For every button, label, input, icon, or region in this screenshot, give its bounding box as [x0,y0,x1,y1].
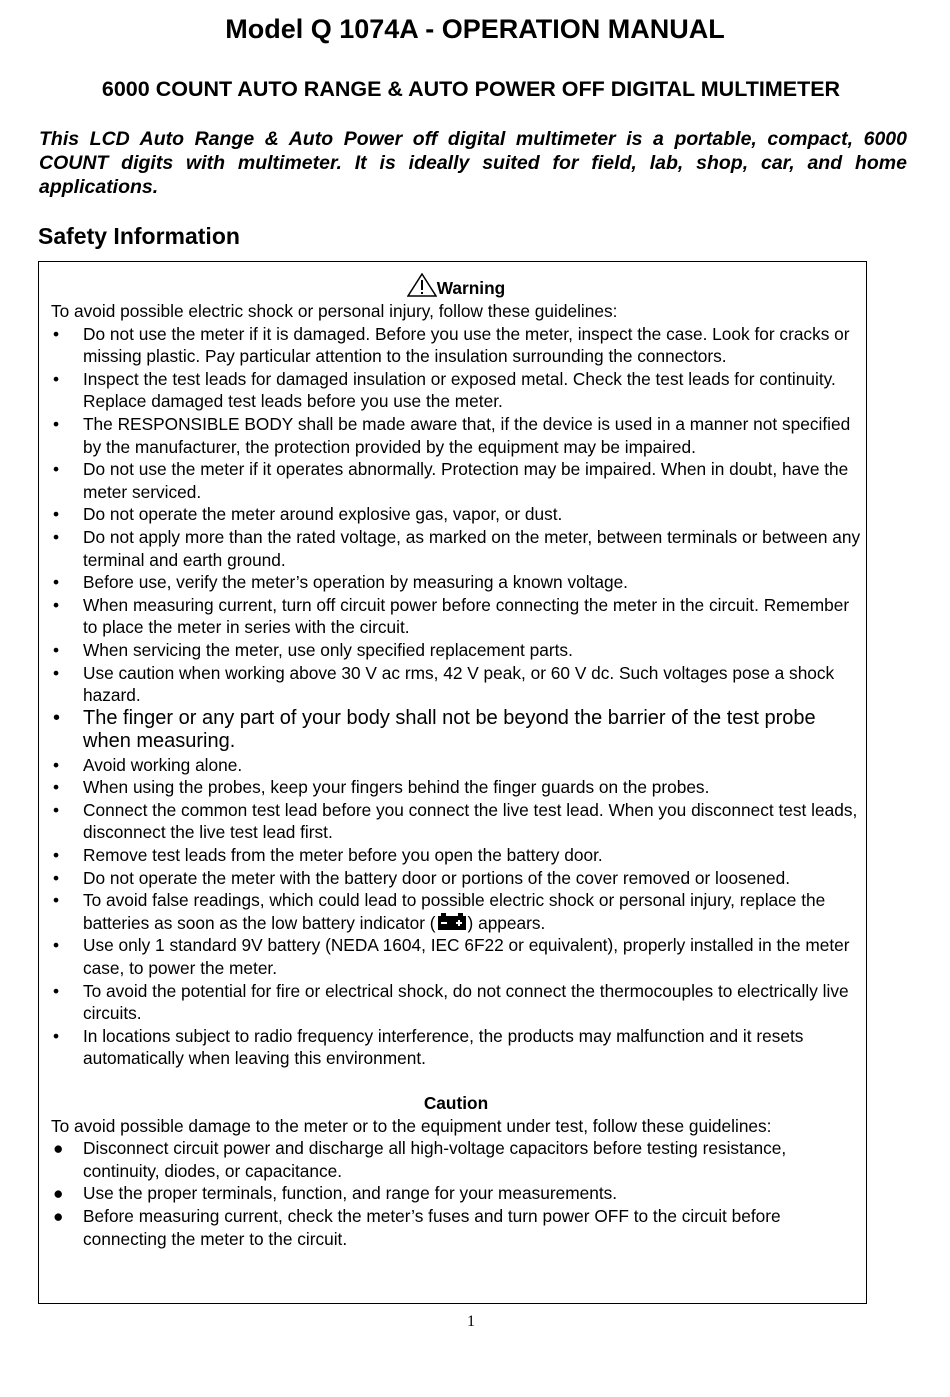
list-item-text: Do not operate the meter with the battery door or portions of the cover removed or loosened. [83,867,791,888]
list-item-text: Remove test leads from the meter before you open the battery door. [83,845,603,866]
low-battery-icon [437,913,467,931]
list-item [51,526,861,571]
list-item [51,934,861,979]
list-item [51,889,861,934]
list-item-text: When using the probes, keep your fingers behind the finger guards on the probes. [83,777,710,798]
list-item-text: Do not apply more than the rated voltage, as marked on the meter, between terminals or between any terminal and earth ground. [83,526,861,570]
list-item-text: When measuring current, turn off circuit power before connecting the meter in the circuit. Remember to place the meter in series with the circuit. [83,594,850,638]
bullet: ● [53,1138,64,1159]
caution-lead: To avoid possible damage to the meter or to the equipment under test, follow these guidelines: [51,1115,772,1136]
list-item [51,639,861,662]
list-item-text: When servicing the meter, use only specified replacement parts. [83,639,573,660]
list-item [51,323,861,368]
bullet: • [53,368,60,389]
list-item [51,1182,861,1205]
list-item [51,458,861,503]
bullet: • [53,504,60,525]
list-item-text: Avoid working alone. [83,754,243,775]
bullet: • [53,413,60,434]
caution-heading: Caution [423,1093,489,1113]
bullet: • [53,980,60,1001]
list-item-text: Do not use the meter if it operates abnormally. Protection may be impaired. When in doubt, have the meter serviced. [83,459,849,502]
safety-box [38,261,867,1304]
list-item-text: The finger or any part of your body shall not be beyond the barrier of the test probe when measuring. [83,706,816,753]
list-item-text: Before measuring current, check the meter’s fuses and turn power OFF to the circuit before connecting the meter to the circuit. [83,1205,781,1249]
bullet: • [53,706,61,729]
bullet: ● [53,1205,64,1226]
list-item [51,776,861,799]
warning-lead: To avoid possible electric shock or personal injury, follow these guidelines: [51,301,618,321]
page-title: Model Q 1074A - OPERATION MANUAL [225,14,725,44]
list-item-text: Disconnect circuit power and discharge all high-voltage capacitors before testing resistance, continuity, diodes, or capacitance. [83,1138,787,1181]
list-item [51,368,861,413]
list-item-text: To avoid false readings, which could lead to possible electric shock or personal injury, replace the batteries as soon as the low battery indicator ( [83,890,826,933]
bullet: • [53,572,60,593]
list-item [51,503,861,526]
list-item-text: Before use, verify the meter’s operation by measuring a known voltage. [83,572,628,593]
list-item [51,662,861,707]
list-item [51,844,861,867]
list-item [51,707,861,754]
list-item [51,754,861,777]
bullet: • [53,323,60,344]
list-item-text: Do not operate the meter around explosive gas, vapor, or dust. [83,504,563,525]
intro-paragraph: This LCD Auto Range & Auto Power off digital multimeter is a portable, compact, 6000 COUNT digits with multimeter. It is ideally suited for field, lab, shop, car, and home applications. [39,128,907,198]
bullet: • [53,639,60,660]
bullet: • [53,935,60,956]
bullet: • [53,777,60,798]
warning-list [51,323,861,1070]
list-item-text: Use caution when working above 30 V ac rms, 42 V peak, or 60 V dc. Such voltages pose a shock hazard. [83,662,835,706]
spacer [51,1070,861,1092]
bullet: • [53,594,60,615]
list-item [51,980,861,1025]
bullet: • [53,662,60,683]
list-item [51,571,861,594]
list-item [51,413,861,458]
list-item [51,867,861,890]
list-item [51,1205,861,1250]
bullet: • [53,754,60,775]
list-item [51,1025,861,1070]
list-item-text: Connect the common test lead before you connect the live test lead. When you disconnect test leads, disconnect the live test lead first. [83,799,858,843]
bullet: • [53,526,60,547]
section-heading: Safety Information [38,223,240,249]
warning-heading [51,272,861,300]
bullet: • [53,890,60,911]
caution-list [51,1137,861,1250]
page-number: 1 [467,1313,475,1330]
bullet: • [53,867,60,888]
warning-heading-text: Warning [436,278,506,299]
list-item-text: Use the proper terminals, function, and range for your measurements. [83,1183,618,1204]
warning-triangle-icon [407,273,437,297]
list-item [51,1137,861,1182]
bullet: • [53,459,60,480]
list-item-text: To avoid the potential for fire or electrical shock, do not connect the thermocouples to electrically live circuits. [83,980,849,1024]
safety-box-content [51,272,861,1250]
bullet: • [53,799,60,820]
list-item-text: The RESPONSIBLE BODY shall be made aware that, if the device is used in a manner not specified by the manufacturer, the protection provided by the equipment may be impaired. [83,413,851,457]
list-item-text-end: ) appears. [467,912,546,933]
bullet: • [53,1025,60,1046]
list-item-text: Use only 1 standard 9V battery (NEDA 1604, IEC 6F22 or equivalent), properly installed in the meter case, to power the meter. [83,935,850,979]
list-item-text: In locations subject to radio frequency interference, the products may malfunction and it resets automatically when leaving this environment. [83,1025,804,1069]
bullet: ● [53,1183,64,1204]
list-item-text: Inspect the test leads for damaged insulation or exposed metal. Check the test leads for continuity. Replace damaged test leads before you use the meter. [83,368,836,412]
bullet: • [53,845,60,866]
list-item-text: Do not use the meter if it is damaged. Before you use the meter, inspect the case. Look for cracks or missing plastic. Pay particular attention to the insulation surrounding the connectors. [83,323,850,367]
list-item [51,799,861,844]
page-subtitle: 6000 COUNT AUTO RANGE & AUTO POWER OFF DIGITAL MULTIMETER [101,77,841,101]
list-item [51,594,861,639]
